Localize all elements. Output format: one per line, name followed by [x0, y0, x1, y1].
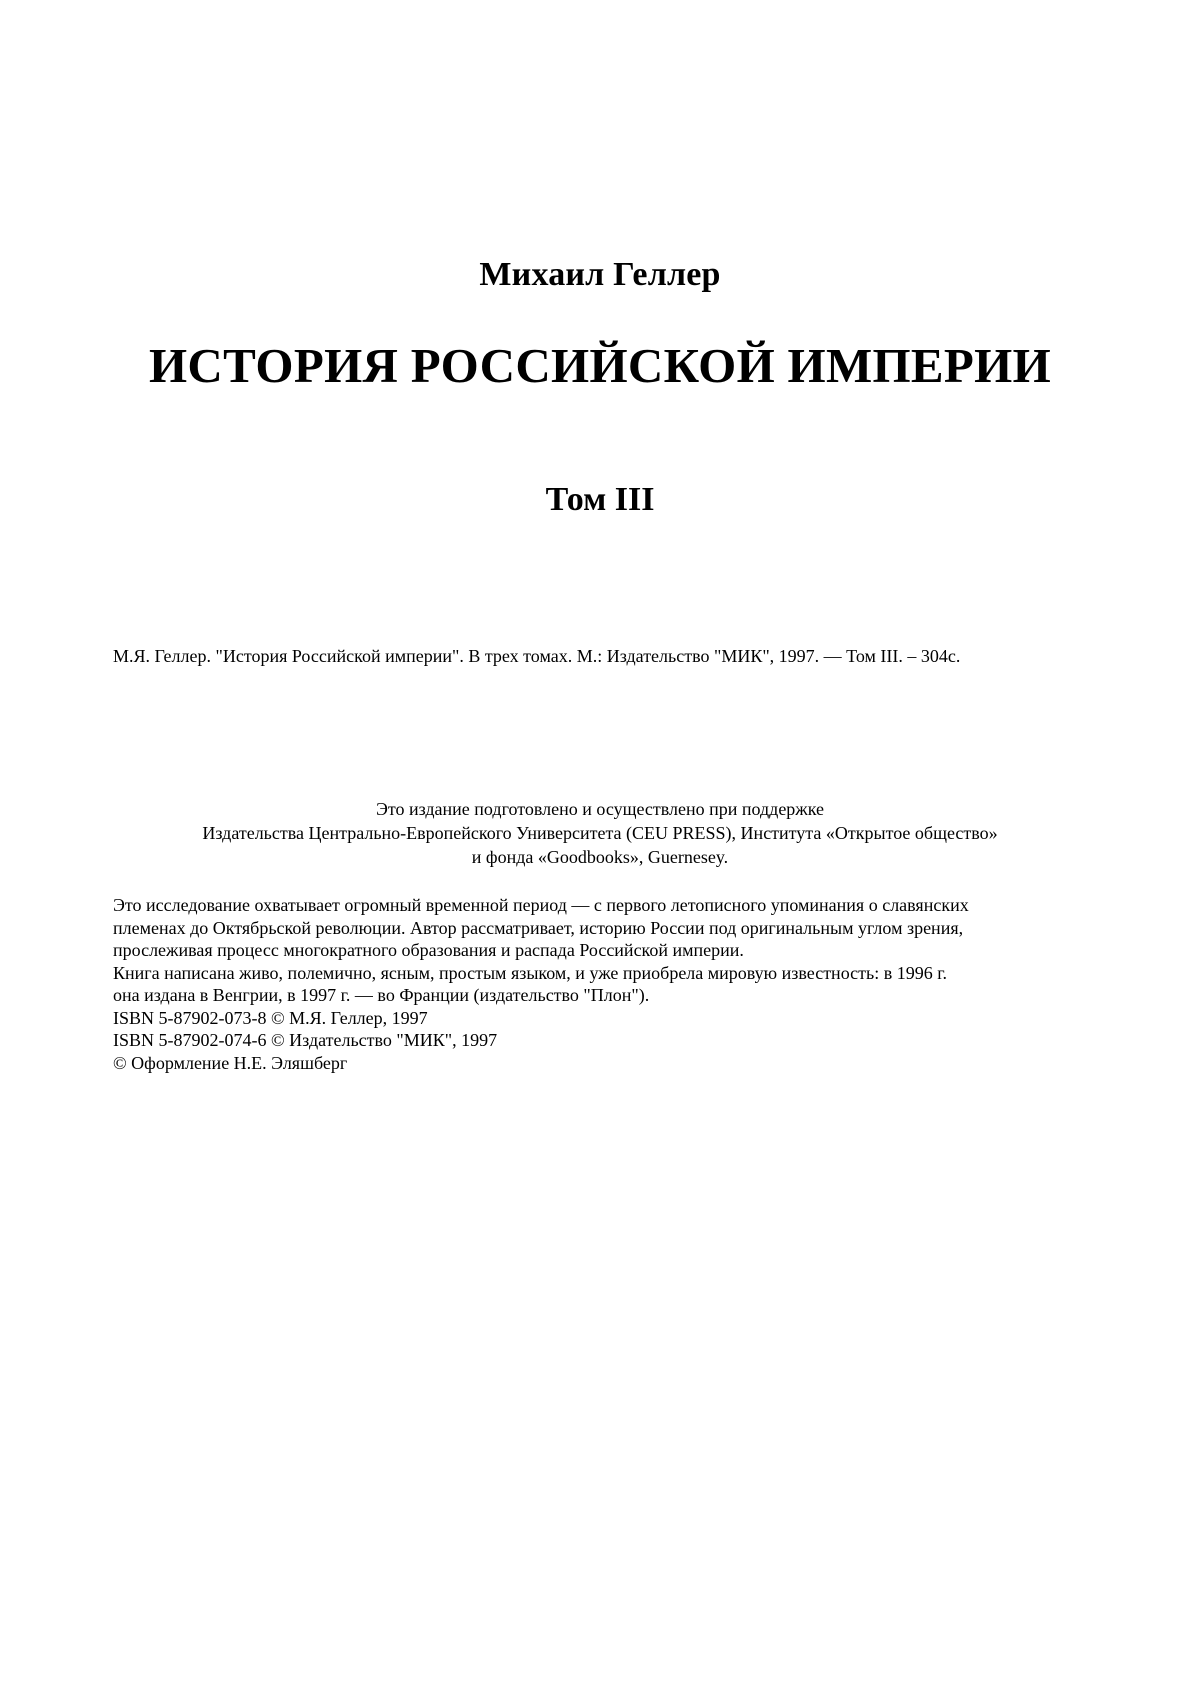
abstract-line: она издана в Венгрии, в 1997 г. — во Франции (издательство "Плон").	[113, 985, 650, 1005]
abstract-line: Это исследование охватывает огромный временной период — с первого летописного упоминания о славянских	[113, 895, 969, 915]
support-notice	[0, 797, 1200, 869]
abstract-line: племенах до Октябрьской революции. Автор рассматривает, историю России под оригинальным углом зрения,	[113, 917, 964, 938]
abstract-line: прослеживая процесс многократного образования и распада Российской империи.	[113, 940, 744, 960]
support-line: Это издание подготовлено и осуществлено при поддержке	[375, 799, 825, 819]
volume-number: Том III	[545, 481, 655, 518]
support-line: и фонда «Goodbooks», Guernesey.	[471, 847, 729, 867]
abstract-and-copyright	[113, 894, 969, 1074]
bibliographic-citation: М.Я. Геллер. "История Российской империи". В трех томах. М.: Издательство "МИК", 1997. — Том III. – 304с.	[113, 646, 961, 666]
isbn-line: ISBN 5-87902-074-6 © Издательство "МИК", 1997	[113, 1030, 498, 1050]
support-line: Издательства Центрально-Европейского Университета (CEU PRESS), Института «Открытое общество»	[202, 823, 998, 843]
abstract-line: Книга написана живо, полемично, ясным, простым языком, и уже приобрела мировую известность: в 1996 г.	[113, 962, 948, 983]
design-credit: © Оформление Н.Е. Эляшберг	[113, 1052, 348, 1073]
isbn-line: ISBN 5-87902-073-8 © М.Я. Геллер, 1997	[113, 1007, 428, 1028]
author-name: Михаил Геллер	[479, 256, 721, 293]
book-title: ИСТОРИЯ РОССИЙСКОЙ ИМПЕРИИ	[149, 338, 1051, 393]
